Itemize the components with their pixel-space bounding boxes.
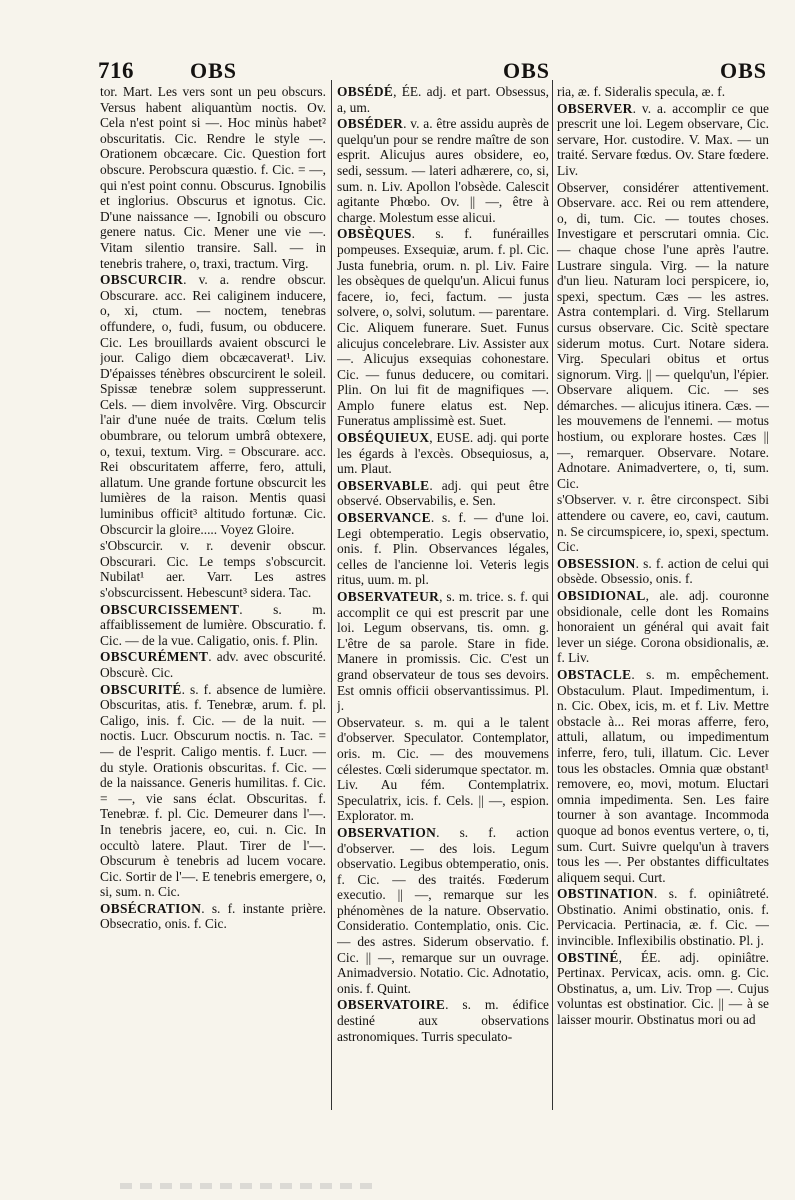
dictionary-column-2 xyxy=(337,84,549,1104)
headword: OBSCURCISSEMENT xyxy=(100,601,240,617)
dictionary-column-3 xyxy=(557,84,769,1104)
column-divider xyxy=(331,80,332,1110)
headword: OBSESSION xyxy=(557,555,636,571)
entry: OBSTINATION. s. f. opiniâtreté. Obstinatio. Animi obstinatio, onis. f. Pervicacia. Pertinacia, æ. f. Cic. — invincible. Inflexibilis obstinatio. Pl. j. xyxy=(557,886,769,949)
page-number: 716 xyxy=(98,58,134,83)
entry: s'Observer. v. r. être circonspect. Sibi attendere ou cavere, eo, cavi, cautum. n. Se circumspicere, io, spexi, spectum. Cic. xyxy=(557,492,769,555)
headword: OBSÉDÉ xyxy=(337,84,394,99)
headword: OBSÉQUIEUX xyxy=(337,430,430,446)
headword: OBSTINÉ xyxy=(557,949,619,965)
entry: OBSTINÉ, ÉE. adj. opiniâtre. Pertinax. Pervicax, acis. omn. g. Cic. Obstinatus, a, um. Liv. Trop —. Cujus voluntas est obstinatior. Cic. || — à se laisser mourir. Obstinatus mori ou ad xyxy=(557,949,769,1028)
scan-artifact xyxy=(120,1183,380,1189)
headword: OBSERVANCE xyxy=(337,510,431,526)
entry: OBSÈQUES. s. f. funérailles pompeuses. Exsequiæ, arum. f. pl. Cic. Justa funebria, orum. n. pl. Liv. Faire les obsèques de quelqu'un. Alicui funus facere, io, feci, factum. — justa solvere, o, solvi, solutum. — parentare. Cic. Aliquem funerare. Suet. Funus alicujus concelebrare. Liv. Assister aux —. Alicujus exsequias cohonestare. Cic. — funus deducere, ou comitari. Plin. On lui fit de magnifiques —. Amplo funere elatus est. Nep. Funeratus amplissimè est. Suet. xyxy=(337,226,549,429)
entry: OBSIDIONAL, ale. adj. couronne obsidionale, celle dont les Romains honoraient un général qui avait fait lever un siége. Corona obsidionalis, æ. f. Liv. xyxy=(557,588,769,666)
entry: OBSÉDÉ, ÉE. adj. et part. Obsessus, a, um. xyxy=(337,84,549,115)
headword: OBSERVER xyxy=(557,100,633,116)
entry: OBSERVABLE. adj. qui peut être observé. Observabilis, e. Sen. xyxy=(337,477,549,509)
headword: OBSERVATION xyxy=(337,824,437,840)
entry: OBSERVATION. s. f. action d'observer. — des lois. Legum observatio. Legibus obtemperatio, onis. f. Cic. — des traités. Fœderum executio. || —, remarque sur les phénomènes de la nature. Observatio. Consideratio. Contemplatio, onis. Cic. — des astres. Siderum observatio. f. Cic. || —, remarque sur un ouvrage. Animadversio. Notatio. Cic. Adnotatio, onis. f. Quint. xyxy=(337,824,549,996)
entry: OBSTACLE. s. m. empêchement. Obstaculum. Plaut. Impedimentum, i. n. Cic. Obex, icis, m. et f. Liv. Mettre obstacle à... Rei moras afferre, fero, attuli, allatum, ou impedimentum inferre, fero, tuli, illatum. Cic. Lever tous les obstacles. Omnia quæ obstant¹ removere, eo, movi, motum. Eluctari omnia impedimenta. Sen. Les faire tourner à son avantage. Incommoda quoque ad bonos eventus vertere, o, ti, sum. Curt. Suivre quelqu'un à travers tous les —. Per obstantes difficultates aliquem sequi. Curt. xyxy=(557,666,769,885)
dictionary-column-1 xyxy=(100,84,326,1104)
entry: OBSERVATOIRE. s. m. édifice destiné aux observations astronomiques. Turris speculato- xyxy=(337,997,549,1044)
running-header xyxy=(98,58,770,84)
entry: OBSERVANCE. s. f. — d'une loi. Legi obtemperatio. Legis observatio, onis. f. Plin. Observances légales, celles de l'ancienne loi. Veteris legis ritus, uum. m. pl. xyxy=(337,510,549,588)
headword: OBSIDIONAL xyxy=(557,588,646,603)
entry: Observer, considérer attentivement. Observare. acc. Rei ou rem attendere, o, di, tum. Cic. — toutes choses. Investigare et perscrutari omnia. Cic. — chaque chose l'une après l'autre. Lustrare singula. Virg. — la nature d'un lieu. Naturam loci perspicere, io, spexi, spectum. Cæs — les astres. Astra contemplari. d. Virg. Stellarum cursus observare. Cic. Scitè spectare siderum motus. Curt. Notare sidera. Virg. Speculari obitus et ortus signorum. Virg. || — quelqu'un, l'épier. Observare aliquem. Cic. — ses démarches. — alicujus itinera. Cæs. — les mouvemens de l'ennemi. — motus hostium, ou explorare hostes. Cæs || —, remarquer. Observare. Notare. Adnotare. Animadvertere, o, ti, sum. Cic. xyxy=(557,179,769,491)
headword: OBSÈQUES xyxy=(337,226,412,242)
entry: Observateur. s. m. qui a le talent d'observer. Speculator. Contemplator, oris. m. Cic. — des mouvemens célestes. Cœli siderumque spectator. m. Liv. Au fém. Contemplatrix. Speculatrix, icis. f. Cels. || —, espion. Explorator. m. xyxy=(337,714,549,824)
running-headword-left: OBS xyxy=(190,58,238,83)
entry: OBSCURCISSEMENT. s. m. affaiblissement de lumière. Obscuratio. f. Cic. — de la vue. Caligatio, onis. f. Plin. xyxy=(100,601,326,648)
column-divider xyxy=(552,80,553,1110)
running-headword-center: OBS xyxy=(503,58,551,83)
headword: OBSERVABLE xyxy=(337,477,430,493)
running-headword-right: OBS xyxy=(720,58,768,83)
headword: OBSCURCIR xyxy=(100,272,184,288)
headword: OBSTINATION xyxy=(557,886,654,902)
headword: OBSERVATEUR xyxy=(337,589,440,604)
entry: OBSERVER. v. a. accomplir ce que prescrit une loi. Legem observare, Cic. servare, Hor. custodire. V. Max. — un traité. Servare fœdus. Ov. Stare fœdere. Liv. xyxy=(557,100,769,178)
headword: OBSCURÉMENT xyxy=(100,649,209,665)
entry: s'Obscurcir. v. r. devenir obscur. Obscurari. Cic. Le temps s'obscurcit. Nubilat¹ aer. Varr. Les astres s'obscurcissent. Hebescunt³ sidera. Tac. xyxy=(100,538,326,600)
entry: OBSCURITÉ. s. f. absence de lumière. Obscuritas, atis. f. Tenebræ, arum. f. pl. Caligo, inis. f. Cic. — de la nuit. — noctis. Lucr. Obscurum noctis. n. Tac. = — de l'esprit. Caligo mentis. f. Lucr. — du style. Orationis obscuritas. f. Cic. — de la naissance. Generis humilitas. f. Cic. = —, vie sans éclat. Obscuritas. f. Tenebræ. f. pl. Cic. Demeurer dans l'—. In tenebris jacere, eo, cui. n. Cic. In occultò latere. Plaut. Tirer de l'—. Obscurum è tenebris ad lucem vocare. Cic. Sortir de l'—. E tenebris emergere, o, si, sum. n. Cic. xyxy=(100,681,326,900)
entry: OBSÉDER. v. a. être assidu auprès de quelqu'un pour se rendre maître de son esprit. Alicujus aures obsidere, eo, sedi, sessum. — lateri adhærere, co, si, sum. n. Liv. Apollon l'obsède. Calescit agitante Phœbo. Ov. || —, être à charge. Molestum esse alicui. xyxy=(337,116,549,225)
entry: OBSESSION. s. f. action de celui qui obsède. Obsessio, onis. f. xyxy=(557,555,769,587)
entry: OBSÉQUIEUX, EUSE. adj. qui porte les égards à l'excès. Obsequiosus, a, um. Plaut. xyxy=(337,430,549,477)
entry: tor. Mart. Les vers sont un peu obscurs. Versus habent aliquantùm noctis. Ov. Cela n'est point si —. Hoc minùs habet² obscuritatis. Cic. Rendre le style —. Orationem obcæcare. Cic. Question fort obscure. Perobscura quæstio. f. Cic. = —, qui n'est point connu. Obscurus. Ignobilis et inglorius. Obscurus et ignotus. Cic. D'une naissance —. Ignobili ou obscuro genere natus. Cic. Mener une vie —. Vitam silentio transire. Sall. — in tenebris trahere, o, traxi, tractum. Virg. xyxy=(100,84,326,271)
headword: OBSÉCRATION xyxy=(100,900,202,916)
headword: OBSTACLE xyxy=(557,666,632,682)
headword: OBSÉDER xyxy=(337,116,404,132)
headword: OBSCURITÉ xyxy=(100,681,182,697)
entry: OBSCURÉMENT. adv. avec obscurité. Obscurè. Cic. xyxy=(100,649,326,680)
headword: OBSERVATOIRE xyxy=(337,997,446,1013)
entry: OBSCURCIR. v. a. rendre obscur. Obscurare. acc. Rei caliginem inducere, o, xi, ctum. — noctem, tenebras offundere, o, fudi, fusum, ou obducere. Cic. Les brouillards avaient obscurci le jour. Caligo diem obcæcaverat¹. Liv. D'épaisses ténèbres obscurcirent le soleil. Spissæ tenebræ solem suppresserunt. Cels. — diem involvêre. Virg. Obscurcir l'air d'une nuée de traits. Cœlum telis obumbrare, ou telorum umbrâ obtexere, o, texui, textum. Virg. = Obscurare. acc. Rei obscuritatem afferre, fero, attuli, allatum. Une grande fortune obscurcit les lumières de la raison. Mentis quasi luminibus officit³ altitudo fortunæ. Cic. Obscurcir la gloire..... Voyez Gloire. xyxy=(100,272,326,537)
entry: OBSERVATEUR, s. m. trice. s. f. qui accomplit ce qui est prescrit par une loi. Legum observans, tis. omn. g. L'être de sa parole. Stare in fide. Manere in promissis. Cic. C'est un grand observateur de tous ses devoirs. Est omnis officii observantissimus. Pl. j. xyxy=(337,589,549,714)
entry: OBSÉCRATION. s. f. instante prière. Obsecratio, onis. f. Cic. xyxy=(100,900,326,932)
entry: ria, æ. f. Sideralis specula, æ. f. xyxy=(557,84,726,99)
